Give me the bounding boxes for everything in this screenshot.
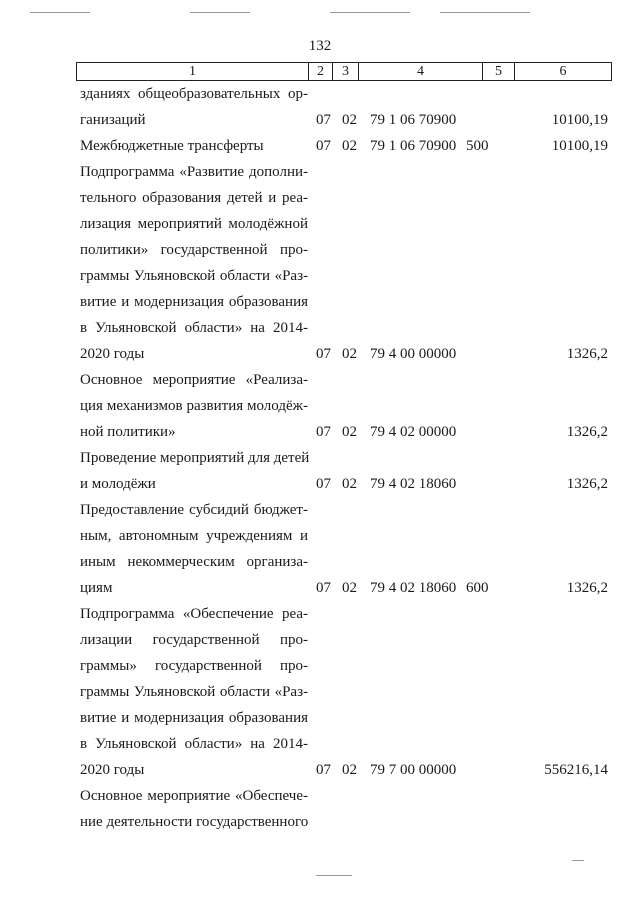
description-line: зданиях общеобразовательных ор- — [80, 86, 308, 102]
row-description — [80, 783, 308, 835]
cell-c2: 07 — [316, 476, 331, 492]
page-number: 132 — [308, 38, 332, 54]
cell-c6: 1326,2 — [566, 346, 608, 362]
description-line: Подпрограмма «Обеспечение реа- — [80, 606, 308, 622]
cell-c2: 07 — [316, 138, 331, 154]
cell-c3: 02 — [342, 138, 357, 154]
description-line: ция механизмов развития молодёж- — [80, 398, 308, 414]
header-col-4: 4 — [359, 63, 483, 80]
table-row — [0, 81, 640, 133]
description-line: витие и модернизация образования — [80, 294, 308, 310]
cell-c4: 79 4 02 00000 — [370, 424, 457, 440]
cell-c3: 02 — [342, 424, 357, 440]
cell-c6: 556216,14 — [544, 762, 608, 778]
description-line: лизация мероприятий молодёжной — [80, 216, 308, 232]
cell-c3: 02 — [342, 112, 357, 128]
description-line: граммы Ульяновской области «Раз- — [80, 684, 308, 700]
cell-c4: 79 7 00 00000 — [370, 762, 457, 778]
header-col-3: 3 — [333, 63, 359, 80]
cell-c4: 79 1 06 70900 — [370, 138, 457, 154]
row-description — [80, 367, 308, 445]
cell-c4: 79 1 06 70900 — [370, 112, 457, 128]
description-line: 2020 годы — [80, 762, 145, 778]
description-line: ганизаций — [80, 112, 146, 128]
header-col-6: 6 — [559, 64, 567, 79]
row-description — [80, 445, 308, 497]
cell-c3: 02 — [342, 580, 357, 596]
row-description — [80, 159, 308, 367]
description-line: циям — [80, 580, 113, 596]
row-description — [80, 601, 308, 783]
description-line: граммы» государственной про- — [80, 658, 308, 674]
description-line: Межбюджетные трансферты — [80, 138, 264, 154]
description-line: ной политики» — [80, 424, 176, 440]
description-line: и молодёжи — [80, 476, 156, 492]
header-col-5: 5 — [483, 63, 515, 80]
description-line: граммы Ульяновской области «Раз- — [80, 268, 308, 284]
scan-mark — [30, 12, 90, 13]
cell-c6: 10100,19 — [551, 112, 608, 128]
scan-mark — [572, 860, 584, 861]
table-row — [0, 497, 640, 601]
description-line: политики» государственной про- — [80, 242, 308, 258]
description-line: Подпрограмма «Развитие дополни- — [80, 164, 308, 180]
cell-c3: 02 — [342, 476, 357, 492]
row-description — [80, 497, 308, 601]
description-line: тельного образования детей и реа- — [80, 190, 308, 206]
table-body — [0, 81, 640, 835]
header-col-1: 1 — [77, 63, 309, 80]
description-line: Основное мероприятие «Обеспече- — [80, 788, 308, 804]
cell-c3: 02 — [342, 762, 357, 778]
cell-c4: 79 4 02 18060 — [370, 476, 457, 492]
table-row — [0, 445, 640, 497]
scan-mark — [316, 875, 352, 876]
row-description — [80, 133, 308, 159]
cell-c5: 600 — [466, 580, 489, 596]
cell-c6: 10100,19 — [551, 138, 608, 154]
cell-c6: 1326,2 — [566, 580, 608, 596]
table-row — [0, 601, 640, 783]
scan-mark — [330, 12, 410, 13]
cell-c6: 1326,2 — [566, 476, 608, 492]
cell-c2: 07 — [316, 580, 331, 596]
cell-c2: 07 — [316, 424, 331, 440]
description-line: ным, автономным учреждениям и — [80, 528, 308, 544]
table-row — [0, 783, 640, 835]
description-line: 2020 годы — [80, 346, 145, 362]
table-row — [0, 133, 640, 159]
scan-mark — [190, 12, 250, 13]
row-description — [80, 81, 308, 133]
description-line: Проведение мероприятий для детей — [80, 450, 310, 466]
cell-c2: 07 — [316, 762, 331, 778]
description-line: Предоставление субсидий бюджет- — [80, 502, 308, 518]
cell-c4: 79 4 00 00000 — [370, 346, 457, 362]
description-line: иным некоммерческим организа- — [80, 554, 308, 570]
table-row — [0, 367, 640, 445]
cell-c2: 07 — [316, 346, 331, 362]
cell-c4: 79 4 02 18060 — [370, 580, 457, 596]
scan-mark — [440, 12, 530, 13]
table-row — [0, 159, 640, 367]
description-line: в Ульяновской области» на 2014- — [80, 320, 308, 336]
cell-c5: 500 — [466, 138, 489, 154]
description-line: ние деятельности государственного — [80, 814, 309, 830]
table-header — [76, 62, 612, 81]
cell-c6: 1326,2 — [566, 424, 608, 440]
header-col-2: 2 — [309, 63, 333, 80]
description-line: в Ульяновской области» на 2014- — [80, 736, 308, 752]
description-line: Основное мероприятие «Реализа- — [80, 372, 308, 388]
cell-c2: 07 — [316, 112, 331, 128]
cell-c3: 02 — [342, 346, 357, 362]
description-line: лизации государственной про- — [80, 632, 308, 648]
description-line: витие и модернизация образования — [80, 710, 308, 726]
